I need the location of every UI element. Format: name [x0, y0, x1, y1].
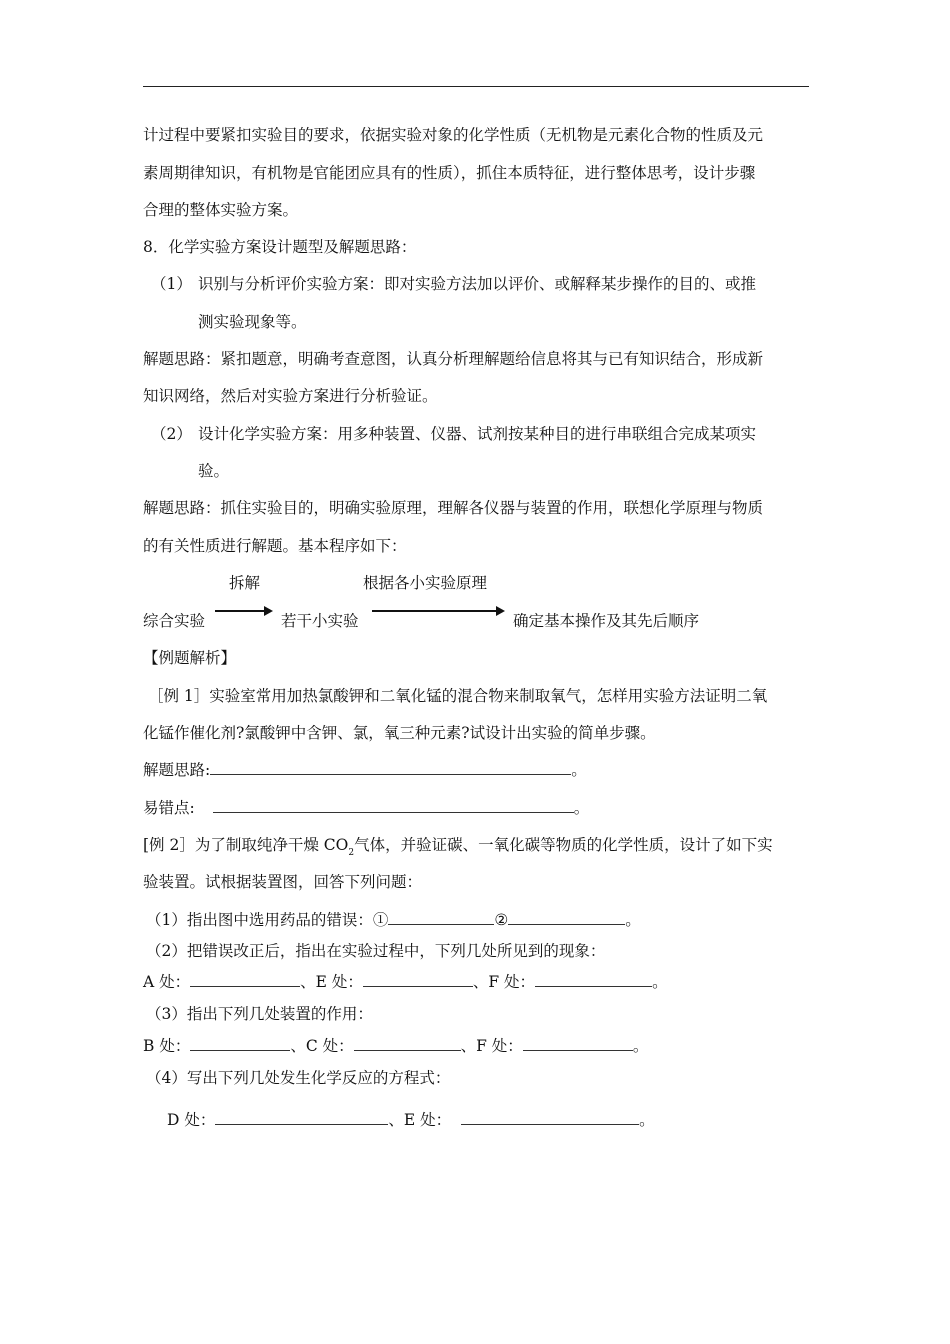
question-4-answers — [167, 1110, 655, 1130]
question-text: ② — [494, 911, 509, 929]
heading-8: 8．化学实验方案设计题型及解题思路： — [143, 238, 417, 256]
answer-blank[interactable] — [215, 1110, 388, 1125]
answer-line-approach — [143, 760, 587, 780]
question-3-answers — [143, 1036, 648, 1056]
item-2-text: 验。 — [198, 462, 230, 480]
question-1 — [146, 910, 641, 930]
example-2-text — [143, 835, 773, 863]
example-2-text: 验装置。试根据装置图，回答下列问题： — [143, 873, 423, 891]
answer-blank[interactable] — [535, 972, 652, 987]
period: 。 — [625, 911, 641, 929]
period: 。 — [632, 1037, 649, 1055]
item-2-text: 设计化学实验方案：用多种装置、仪器、试剂按某种目的进行串联组合完成某项实 — [198, 425, 757, 443]
solving-approach-2: 的有关性质进行解题。基本程序如下： — [143, 537, 407, 555]
paragraph-line: 合理的整体实验方案。 — [143, 201, 299, 219]
section-title: 【例题解析】 — [143, 649, 237, 667]
answer-label: 易错点: — [143, 799, 195, 817]
period: 。 — [571, 761, 587, 779]
flow-label-split: 拆解 — [229, 574, 261, 592]
answer-blank[interactable] — [190, 1036, 290, 1051]
solving-approach-1: 知识网络，然后对实验方案进行分析验证。 — [143, 387, 438, 405]
item-number-2: （2） — [151, 425, 192, 443]
subscript: 2 — [348, 848, 355, 858]
answer-blank[interactable] — [210, 760, 571, 775]
question-text: B 处： — [143, 1037, 191, 1055]
question-text: D 处： — [167, 1111, 216, 1129]
solving-approach-1: 解题思路：紧扣题意，明确考查意图，认真分析理解题给信息将其与已有知识结合，形成新 — [143, 350, 764, 368]
question-3: （3）指出下列几处装置的作用： — [146, 1005, 373, 1023]
answer-label: 解题思路: — [143, 761, 211, 779]
answer-blank[interactable] — [388, 910, 494, 925]
item-1-text: 测实验现象等。 — [198, 313, 307, 331]
answer-line-pitfall — [143, 798, 589, 818]
answer-blank[interactable] — [523, 1036, 633, 1051]
flow-step-small-experiments: 若干小实验 — [281, 612, 359, 630]
arrow-icon — [215, 610, 271, 612]
period: 。 — [639, 1111, 655, 1129]
question-2-answers — [143, 972, 668, 992]
question-text: 、F 处： — [472, 973, 536, 991]
arrow-icon — [372, 610, 503, 612]
paragraph-line: 计过程中要紧扣实验目的要求，依据实验对象的化学性质（无机物是元素化合物的性质及元 — [143, 126, 764, 144]
answer-blank[interactable] — [508, 910, 625, 925]
example-1-text: ［例 1］实验室常用加热氯酸钾和二氧化锰的混合物来制取氧气，怎样用实验方法证明二氧 — [148, 687, 768, 705]
question-4: （4）写出下列几处发生化学反应的方程式： — [146, 1069, 451, 1087]
answer-blank[interactable] — [363, 972, 473, 987]
question-text: 、E 处： — [388, 1111, 452, 1129]
answer-blank[interactable] — [190, 972, 300, 987]
item-number-1: （1） — [151, 275, 192, 293]
example-2-lead: [例 2］为了制取纯净干燥 CO — [143, 836, 349, 854]
answer-blank[interactable] — [461, 1110, 639, 1125]
flow-label-principle: 根据各小实验原理 — [363, 574, 488, 592]
question-text: 、C 处： — [290, 1037, 354, 1055]
question-text: 、E 处： — [300, 973, 363, 991]
answer-blank[interactable] — [354, 1036, 461, 1051]
period: 。 — [652, 973, 668, 991]
flow-step-comprehensive: 综合实验 — [143, 612, 206, 630]
question-text: 、F 处： — [460, 1037, 523, 1055]
header-rule — [143, 86, 809, 87]
question-2: （2）把错误改正后，指出在实验过程中，下列几处所见到的现象： — [146, 942, 606, 960]
solving-approach-2: 解题思路：抓住实验目的，明确实验原理，理解各仪器与装置的作用，联想化学原理与物质 — [143, 499, 764, 517]
example-1-text: 化锰作催化剂?氯酸钾中含钾、氯，氧三种元素?试设计出实验的简单步骤。 — [143, 724, 656, 742]
paragraph-line: 素周期律知识，有机物是官能团应具有的性质），抓住本质特征，进行整体思考，设计步骤 — [143, 164, 756, 182]
answer-blank[interactable] — [213, 798, 574, 813]
example-2-rest: 气体，并验证碳、一氧化碳等物质的化学性质，设计了如下实 — [354, 836, 773, 854]
flow-step-determine-order: 确定基本操作及其先后顺序 — [513, 612, 700, 630]
item-1-text: 识别与分析评价实验方案：即对实验方法加以评价、或解释某步操作的目的、或推 — [198, 275, 757, 293]
question-text: （1）指出图中选用药品的错误：① — [146, 911, 389, 929]
question-text: A 处： — [143, 973, 191, 991]
period: 。 — [573, 799, 590, 817]
